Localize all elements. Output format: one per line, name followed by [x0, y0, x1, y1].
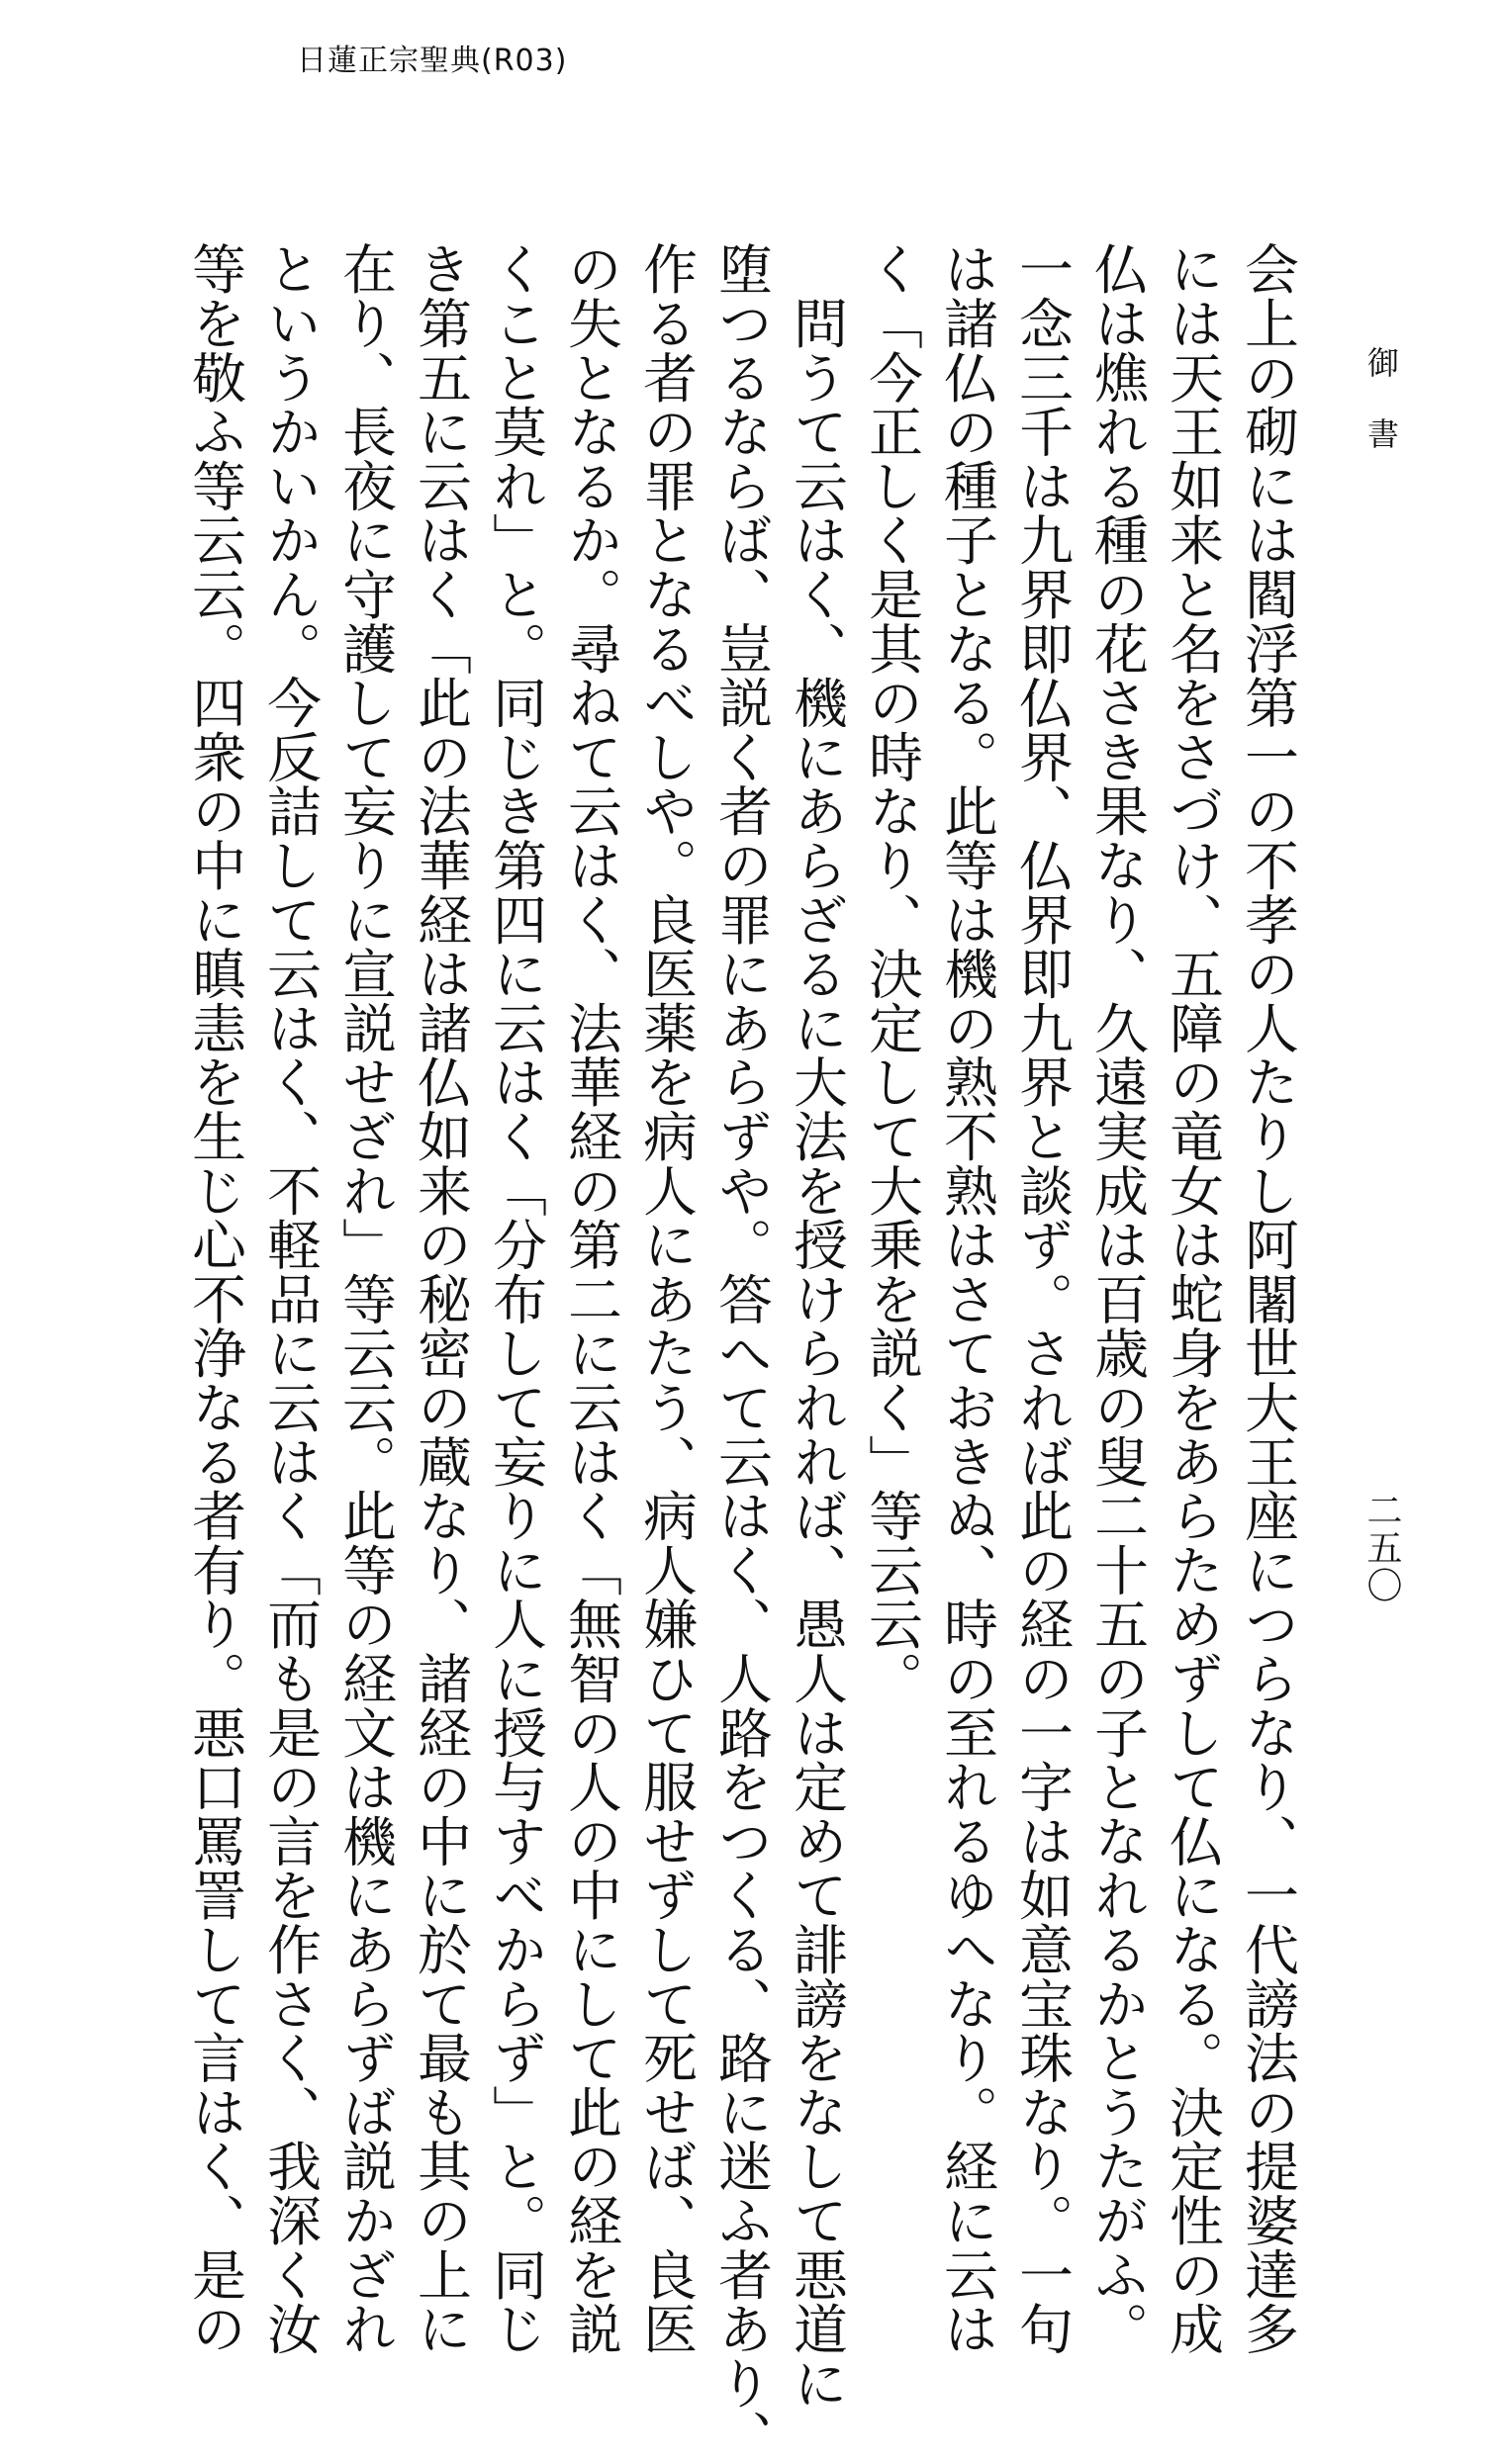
text-line: 等を敬ふ等云云。四衆の中に瞋恚を生じ心不浄なる者有り。悪口罵詈して言はく、是の	[183, 241, 246, 2356]
text-line: 堕つるならば、豈説く者の罪にあらずや。答へて云はく、人路をつくる、路に迷ふ者あり、	[709, 241, 773, 2464]
page-number: 二五〇	[1361, 1492, 1402, 1604]
text-line: 一念三千は九界即仏界、仏界即九界と談ず。されば此の経の一字は如意宝珠なり。一句	[1010, 241, 1074, 2356]
text-line: 会上の砌には閻浮第一の不孝の人たりし阿闍世大王座につらなり、一代謗法の提婆達多	[1236, 241, 1299, 2356]
book-title: 日蓮正宗聖典(R03)	[297, 44, 568, 78]
text-line: には天王如来と名をさづけ、五障の竜女は蛇身をあらためずして仏になる。決定性の成	[1161, 241, 1224, 2356]
text-line: 仏は燋れる種の花さき果なり、久遠実成は百歳の叟二十五の子となれるかとうたがふ。	[1085, 241, 1149, 2356]
text-line: というかいかん。今反詰して云はく、不軽品に云はく「而も是の言を作さく、我深く汝	[258, 241, 322, 2356]
text-line: 在り、長夜に守護して妄りに宣説せざれ」等云云。此等の経文は機にあらずば説かざれ	[333, 241, 397, 2356]
text-line: 作る者の罪となるべしや。良医薬を病人にあたう、病人嫌ひて服せずして死せば、良医	[634, 241, 698, 2356]
text-line: く「今正しく是其の時なり、決定して大乗を説く」等云云。	[860, 241, 923, 1705]
text-line: くこと莫れ」と。同じき第四に云はく「分布して妄りに人に授与すべからず」と。同じ	[484, 241, 547, 2356]
text-line: は諸仏の種子となる。此等は機の熟不熟はさておきぬ、時の至れるゆへなり。経に云は	[935, 241, 998, 2356]
section-title: 御書	[1362, 346, 1400, 489]
text-line: の失となるか。尋ねて云はく、法華経の第二に云はく「無智の人の中にして此の経を説	[559, 241, 622, 2356]
body-text	[183, 241, 1305, 2464]
text-line: き第五に云はく「此の法華経は諸仏如来の秘密の蔵なり、諸経の中に於て最も其の上に	[409, 241, 472, 2356]
text-line: 問うて云はく、機にあらざるに大法を授けられれば、愚人は定めて誹謗をなして悪道に	[785, 241, 848, 2410]
